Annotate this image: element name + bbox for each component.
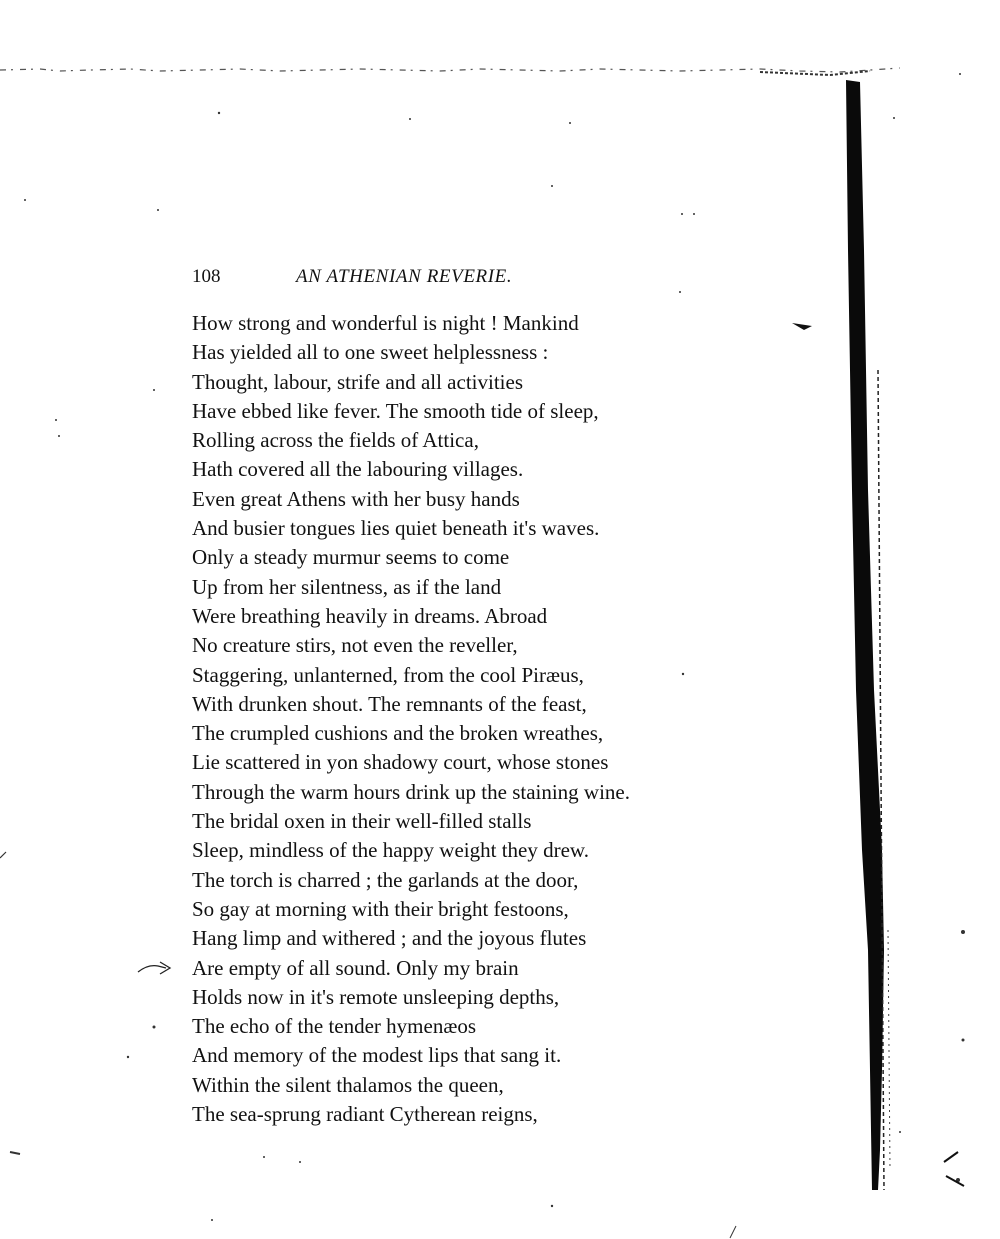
running-head — [192, 263, 692, 291]
poem-line: The echo of the tender hymenæos — [192, 1014, 476, 1039]
poem-line: Up from her silentness, as if the land — [192, 574, 502, 599]
poem-line: Has yielded all to one sweet helplessness : — [192, 340, 549, 365]
poem-line: How strong and wonderful is night ! Mankind — [192, 311, 579, 335]
poem-line: Lie scattered in yon shadowy court, whose stones — [192, 750, 609, 775]
poem-line: No creature stirs, not even the reveller, — [192, 633, 518, 658]
poem-line: Rolling across the fields of Attica, — [192, 428, 479, 453]
poem-line: Are empty of all sound. Only my brain — [192, 955, 519, 980]
page-number: 108 — [192, 266, 221, 287]
poem-line: Hath covered all the labouring villages. — [192, 457, 524, 482]
poem-line: Thought, labour, strife and all activities — [192, 369, 523, 394]
poem-line: And memory of the modest lips that sang it. — [192, 1043, 562, 1068]
poem-line: The crumpled cushions and the broken wreathes, — [192, 721, 604, 746]
poem-line: So gay at morning with their bright festoons, — [192, 896, 569, 921]
poem-line: The torch is charred ; the garlands at the door, — [192, 867, 579, 892]
poem-line: Within the silent thalamos the queen, — [192, 1072, 504, 1097]
poem-line: The bridal oxen in their well-filled stalls — [192, 809, 532, 834]
poem-line: Holds now in it's remote unsleeping depths, — [192, 984, 560, 1009]
poem-line: Only a steady murmur seems to come — [192, 545, 510, 570]
poem-line: With drunken shout. The remnants of the feast, — [192, 691, 587, 716]
poem-line: Hang limp and withered ; and the joyous flutes — [192, 926, 587, 951]
poem-body — [192, 309, 752, 1129]
poem-line: Through the warm hours drink up the staining wine. — [192, 779, 631, 804]
poem-line: Sleep, mindless of the happy weight they drew. — [192, 838, 589, 863]
poem-line: Were breathing heavily in dreams. Abroad — [192, 603, 548, 628]
poem-line: And busier tongues lies quiet beneath it's waves. — [192, 516, 600, 541]
poem-line: Have ebbed like fever. The smooth tide of sleep, — [192, 398, 599, 423]
poem-line: The sea-sprung radiant Cytherean reigns, — [192, 1102, 538, 1127]
margin-arrow-icon — [136, 958, 176, 978]
poem-line: Staggering, unlanterned, from the cool Piræus, — [192, 662, 584, 687]
poem-line: Even great Athens with her busy hands — [192, 486, 520, 511]
running-title: AN ATHENIAN REVERIE. — [296, 266, 513, 287]
